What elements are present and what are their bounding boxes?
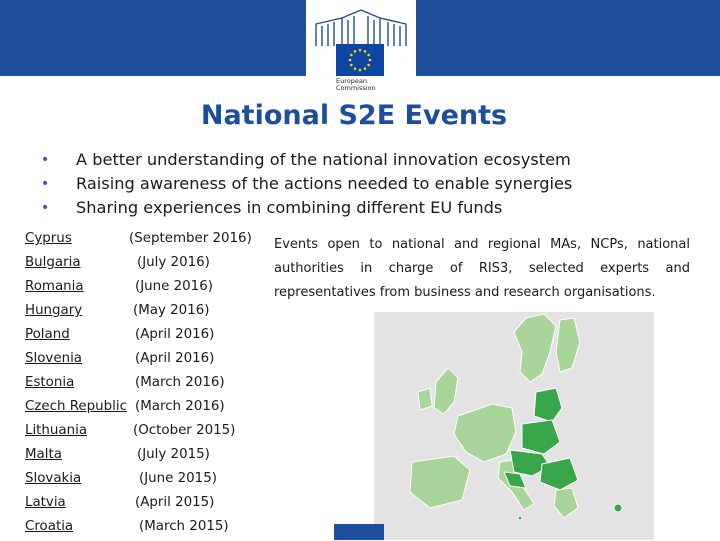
event-date: (March 2016) [135,399,225,414]
event-date: (May 2016) [133,303,210,318]
bullet-item [40,148,572,172]
map-region-poland [522,420,560,454]
country-link[interactable]: Estonia [25,375,75,390]
bullet-icon: • [41,200,50,216]
eu-star-icon [354,50,357,53]
eu-star-icon [349,59,352,62]
map-region-romania-bulgaria [540,458,578,490]
map-region-finland [556,318,580,372]
footer-accent-bar [334,524,384,540]
events-note: Events open to national and regional MAs, NCPs, national authorities in charge of RIS3, selected experts and representatives from business and research organisations. [274,237,690,300]
country-link[interactable]: Slovakia [25,471,82,486]
country-link[interactable]: Hungary [25,303,83,318]
european-commission-logo [306,0,416,96]
logo-text [336,78,376,92]
event-date: (June 2016) [135,279,213,294]
eu-star-icon [354,67,357,70]
bullet-item [40,196,572,220]
event-date: (April 2016) [135,327,215,342]
eu-flag-icon [336,44,384,76]
event-date: (April 2016) [135,351,215,366]
bullet-text: A better understanding of the national innovation ecosystem [76,150,571,169]
map-region-malta [518,516,522,520]
country-link[interactable]: Malta [25,447,62,462]
event-date: (July 2016) [137,255,210,270]
logo-line-2: Commission [336,84,376,92]
event-date: (September 2016) [129,231,252,246]
eu-star-icon [359,49,362,52]
eu-star-icon [369,59,372,62]
bullet-text: Raising awareness of the actions needed to enable synergies [76,174,573,193]
eu-star-icon [364,50,367,53]
event-date: (July 2015) [137,447,210,462]
map-region-cyprus [614,504,622,512]
europe-map [374,312,654,540]
map-region-west-europe [454,404,516,462]
eu-star-icon [367,64,370,67]
country-link[interactable]: Bulgaria [25,255,81,270]
map-region-baltics [534,388,562,422]
country-link[interactable]: Croatia [25,519,74,534]
eu-star-icon [364,67,367,70]
map-region-scandinavia [514,314,556,382]
country-link[interactable]: Lithuania [25,423,88,438]
map-region-iberia [410,456,470,508]
country-link[interactable]: Cyprus [25,231,72,246]
country-link[interactable]: Poland [25,327,70,342]
bullet-icon: • [41,152,50,168]
map-region-greece [554,488,578,518]
country-link[interactable]: Romania [25,279,84,294]
bullet-list [40,148,572,220]
country-link[interactable]: Czech Republic [25,399,127,414]
bullet-text: Sharing experiences in combining different EU funds [76,198,503,217]
event-date: (June 2015) [139,471,217,486]
event-date: (April 2015) [135,495,215,510]
logo-line-1: European [336,77,367,85]
eu-star-icon [350,54,353,57]
map-region-ireland [418,388,432,410]
bullet-icon: • [41,176,50,192]
event-date: (October 2015) [133,423,236,438]
eu-star-icon [350,64,353,67]
country-link[interactable]: Slovenia [25,351,82,366]
eu-star-icon [367,54,370,57]
event-date: (March 2016) [135,375,225,390]
bullet-item [40,172,572,196]
map-region-uk [434,368,458,414]
event-date: (March 2015) [139,519,229,534]
country-link[interactable]: Latvia [25,495,66,510]
eu-star-icon [359,69,362,72]
page-title: National S2E Events [200,100,508,131]
